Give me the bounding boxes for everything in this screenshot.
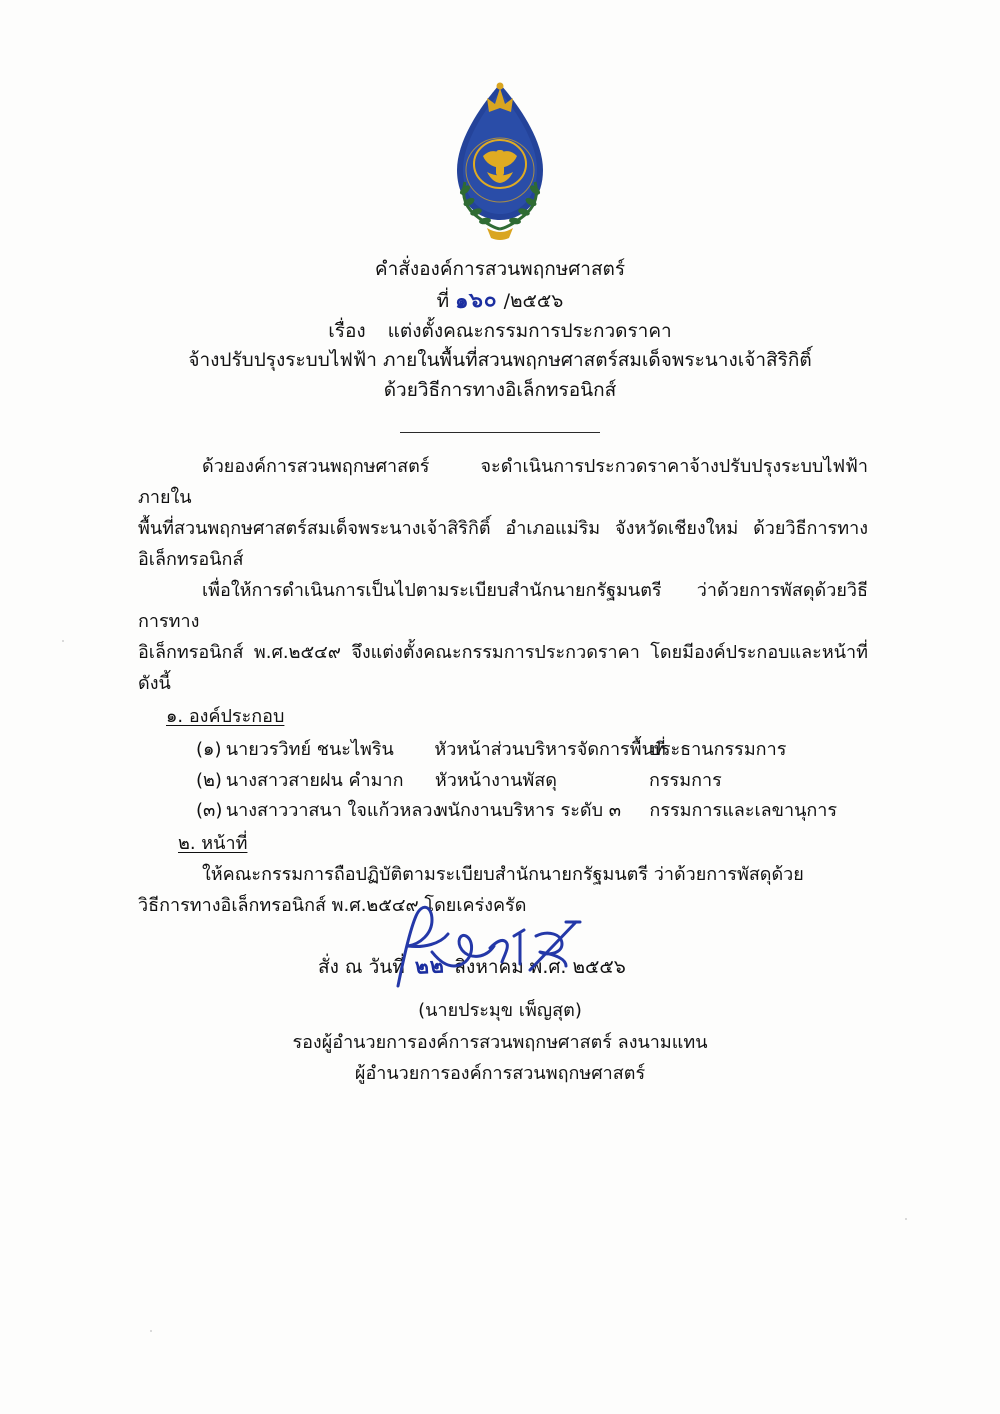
section-1-heading <box>138 702 868 733</box>
paragraph-1-line-2: พื้นที่สวนพฤกษศาสตร์สมเด็จพระนางเจ้าสิริกิติ์ อำเภอแม่ริม จังหวัดเชียงใหม่ ด้วยวิธีการทางอิเล็กทรอนิกส์ <box>138 517 868 570</box>
committee-position: พนักงานบริหาร ระดับ ๓ <box>435 800 622 822</box>
committee-index: (๓) <box>196 800 223 822</box>
committee-role: ประธานกรรมการ <box>649 738 787 760</box>
subject-text: แต่งตั้งคณะกรรมการประกวดราคา <box>387 319 672 342</box>
signatory-title-line-1: รองผู้อำนวยการองค์การสวนพฤกษศาสตร์ ลงนามแทน <box>292 1031 708 1053</box>
order-date-handwritten: ๒๒ <box>414 952 446 980</box>
document-number-suffix: /๒๕๕๖ <box>503 290 564 313</box>
signatory-title-line-2: ผู้อำนวยการองค์การสวนพฤกษศาสตร์ <box>354 1063 646 1084</box>
section-2-heading-text: ๒. หน้าที่ <box>178 833 248 855</box>
botanical-garden-organization-emblem <box>425 78 575 248</box>
order-date-prefix: สั่ง ณ วันที่ <box>318 956 405 979</box>
section-1-heading-text: ๑. องค์ประกอบ <box>166 705 285 727</box>
paragraph-3-line-1: ให้คณะกรรมการถือปฏิบัติตามระเบียบสำนักนายกรัฐมนตรี ว่าด้วยการพัสดุด้วย <box>202 864 804 886</box>
order-date-suffix: สิงหาคม พ.ศ. ๒๕๕๖ <box>454 956 626 979</box>
document-number-prefix: ที่ <box>436 290 450 313</box>
handwritten-signature <box>0 900 1000 995</box>
committee-name: นายวรวิทย์ ชนะไพริน <box>225 738 394 760</box>
header-divider <box>400 432 600 433</box>
subject-line <box>0 317 1000 346</box>
committee-role: กรรมการ <box>648 769 722 791</box>
section-2-heading <box>138 829 868 860</box>
paragraph-2-line-1: เพื่อให้การดำเนินการเป็นไปตามระเบียบสำนักนายกรัฐมนตรี ว่าด้วยการพัสดุด้วยวิธีการทาง <box>138 579 868 632</box>
header-line-4: ด้วยวิธีการทางอิเล็กทรอนิกส์ <box>383 378 617 401</box>
scan-speck <box>905 1218 907 1220</box>
header-title: คำสั่งองค์การสวนพฤกษศาสตร์ <box>374 258 626 280</box>
committee-list <box>138 735 868 828</box>
committee-name: นางสาววาสนา ใจแก้วหลวง <box>225 800 442 822</box>
list-item <box>196 796 868 827</box>
paragraph-2-line-2: อิเล็กทรอนิกส์ พ.ศ.๒๕๔๙ จึงแต่งตั้งคณะกรรมการประกวดราคา โดยมีองค์ประกอบและหน้าที่ ดังนี้ <box>138 641 868 694</box>
scan-speck <box>150 1330 152 1332</box>
committee-index: (๒) <box>196 769 222 791</box>
paragraph-3-line-2: วิธีการทางอิเล็กทรอนิกส์ พ.ศ.๒๕๔๙ โดยเคร่งครัด <box>138 895 527 917</box>
committee-index: (๑) <box>196 738 222 760</box>
list-item <box>196 766 868 797</box>
scan-speck <box>62 640 64 642</box>
signature-block <box>0 900 1000 1090</box>
document-header <box>0 255 1000 405</box>
list-item <box>196 735 868 766</box>
subject-label: เรื่อง <box>328 319 366 342</box>
signatory-name: (นายประมุข เพ็ญสุต) <box>418 1000 582 1021</box>
committee-position: หัวหน้าส่วนบริหารจัดการพื้นที่ <box>434 738 666 760</box>
committee-role: กรรมการและเลขานุการ <box>649 800 838 822</box>
committee-position: หัวหน้างานพัสดุ <box>434 769 557 791</box>
document-number-line <box>437 284 564 317</box>
document-number-handwritten: ๑๖๐ <box>454 286 499 314</box>
committee-name: นางสาวสายฝน คำมาก <box>225 769 404 791</box>
header-line-3: จ้างปรับปรุงระบบไฟฟ้า ภายในพื้นที่สวนพฤกษศาสตร์สมเด็จพระนางเจ้าสิริกิติ์ <box>188 349 812 372</box>
emblem-container <box>0 78 1000 248</box>
paragraph-1-line-1: ด้วยองค์การสวนพฤกษศาสตร์ จะดำเนินการประกวดราคาจ้างปรับปรุงระบบไฟฟ้า ภายใน <box>138 456 868 508</box>
